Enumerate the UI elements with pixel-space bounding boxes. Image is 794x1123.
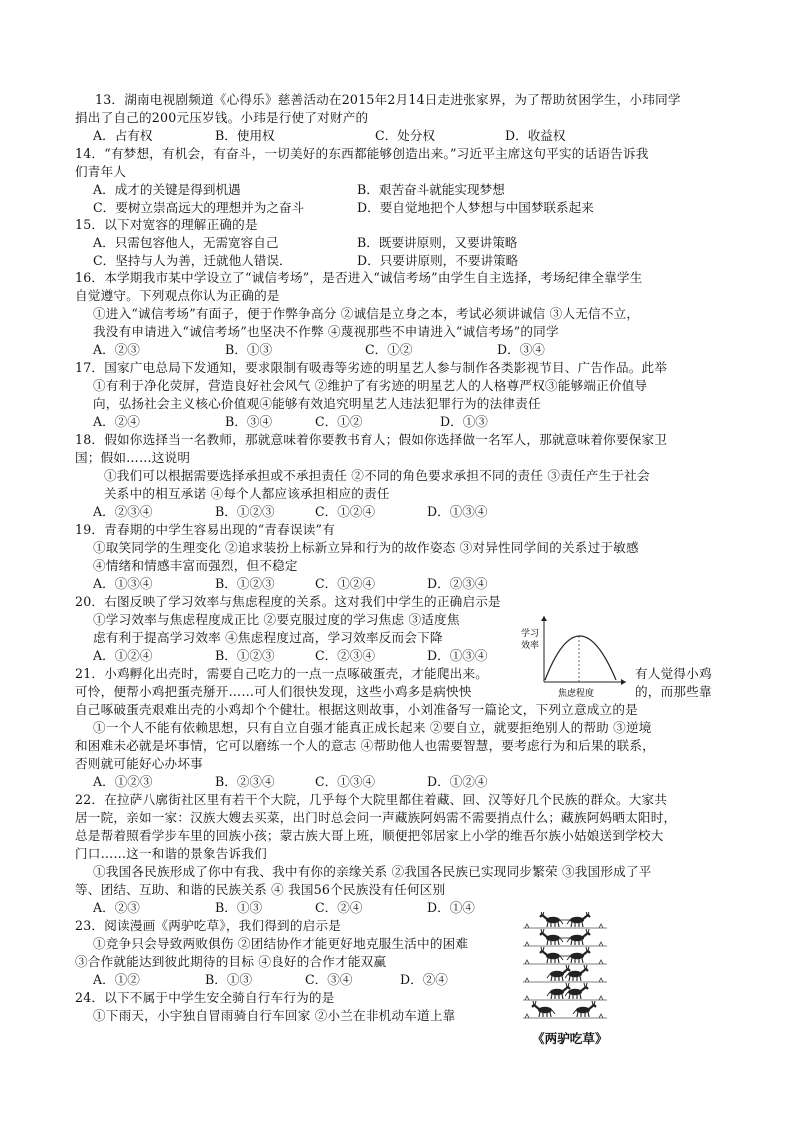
- donkey-head: [583, 915, 590, 919]
- text-line: 们青年人: [75, 164, 127, 179]
- text-line: 捐出了自己的200元压岁钱。小玮是行使了对财产的: [75, 110, 369, 125]
- grass-icon: [525, 1014, 603, 1018]
- text-line: 国；假如……这说明: [75, 450, 191, 465]
- answer-option: D．①③: [440, 414, 488, 429]
- answer-option: D．要自觉地把个人梦想与中国梦联系起来: [357, 200, 594, 215]
- comic-panel: [523, 912, 607, 928]
- text-line: 的，而那些靠: [635, 684, 712, 699]
- comic-panel: [523, 929, 607, 946]
- answer-option: A．①②: [93, 972, 140, 987]
- donkey-tail: [565, 974, 568, 978]
- answer-option: B．艰苦奋斗就能实现梦想: [357, 182, 505, 197]
- text-line: 门口……这一和谐的景象告诉我们: [75, 846, 267, 861]
- text-line: ①我们可以根据需要选择承担或不承担责任 ②不同的角色要求承担不同的责任 ③责任产生于社会: [104, 468, 650, 483]
- answer-option: C．①②: [365, 342, 413, 357]
- comic-caption: 《两驴吃草》: [532, 1031, 608, 1046]
- answer-option: C．②④: [315, 900, 363, 915]
- text-line: 13．湖南电视剧频道《心得乐》慈善活动在2015年2月14日走进张家界，为了帮助贫困学生，小玮同学: [95, 92, 681, 107]
- text-line: ①取笑同学的生理变化 ②追求装扮上标新立异和行为的故作姿态 ③对异性同学间的关系过于敏感: [93, 540, 639, 555]
- answer-option: D．②③④: [427, 576, 488, 591]
- donkey-head: [540, 951, 547, 955]
- text-line: 我没有申请进入“诚信考场”也坚决不作弊 ④蔑视那些不申请进入“诚信考场”的同学: [93, 324, 559, 339]
- text-line: 15．以下对宽容的理解正确的是: [75, 217, 258, 232]
- answer-option: C．①②④: [315, 504, 376, 519]
- answer-option: B．①③: [215, 900, 263, 915]
- answer-option: D．收益权: [505, 128, 566, 143]
- donkey-tail: [547, 992, 550, 996]
- answer-option: C．③④: [305, 972, 353, 987]
- text-line: 14．“有梦想，有机会，有奋斗，一切美好的东西都能够创造出来。”习近平主席这句平实的话语告诉我: [75, 146, 649, 161]
- donkey-head: [583, 933, 590, 937]
- answer-option: B．①②③: [215, 648, 275, 663]
- x-axis-label: 焦虑程度: [558, 689, 595, 699]
- efficiency-anxiety-figure: [518, 612, 630, 700]
- grass-icon: [525, 942, 603, 946]
- donkey-head: [581, 969, 588, 973]
- comic-panel: [523, 983, 607, 1000]
- efficiency-curve: [545, 636, 616, 680]
- text-line: 居一院，亲如一家：汉族大嫂去买菜，出门时总会问一声藏族阿妈需不需要捎点什么；藏族阿妈晒太阳时，: [75, 810, 677, 825]
- comic-panel: [523, 965, 607, 982]
- text-line: 可怜，便帮小鸡把蛋壳掰开……可人们很快发现，这些小鸡多是病怏怏: [75, 684, 472, 699]
- answer-option: C．①②: [315, 414, 363, 429]
- answer-option: B．①③: [225, 342, 273, 357]
- comic-panel: [523, 947, 607, 964]
- answer-option: B．②③④: [215, 774, 275, 789]
- text-line: ①竞争只会导致两败俱伤 ②团结协作才能更好地克服生活中的困难: [93, 936, 469, 951]
- text-line: 23．阅读漫画《两驴吃草》，我们得到的启示是: [75, 918, 341, 933]
- grass-icon: [525, 978, 603, 982]
- text-line: 21．小鸡孵化出壳时，需要自己吃力的一点一点啄破蛋壳，才能爬出来。: [75, 666, 489, 681]
- answer-option: A．占有权: [93, 128, 153, 143]
- answer-option: D．①③④: [427, 504, 488, 519]
- donkey-tail: [560, 938, 563, 942]
- answer-option: B．使用权: [215, 128, 275, 143]
- text-line: 19．青春期的中学生容易出现的“青春误读”有: [75, 522, 335, 537]
- comic-panel: [523, 1001, 607, 1018]
- answer-option: D．③④: [497, 342, 545, 357]
- text-line: ①有利于净化荧屏，营造良好社会风气 ②维护了有劣迹的明星艺人的人格尊严权③能够端正价值导: [93, 378, 648, 393]
- answer-option: A．②③④: [93, 504, 153, 519]
- answer-option: C．处分权: [375, 128, 436, 143]
- efficiency-anxiety-chart: [518, 612, 630, 700]
- donkey-tail: [560, 956, 563, 960]
- donkey-tail: [565, 992, 568, 996]
- text-line: ①进入“诚信考场”有面子，便于作弊争高分 ②诚信是立身之本，考试必须讲诚信 ③人无信不立，: [93, 306, 640, 321]
- two-donkeys-comic: [519, 912, 611, 1020]
- text-line: 自觉遵守。下列观点你认为正确的是: [75, 288, 280, 303]
- y-axis-arrow: [541, 616, 547, 621]
- answer-option: A．②④: [93, 414, 140, 429]
- y-axis-label-2: 效率: [521, 641, 540, 651]
- y-axis-label-1: 学习: [521, 629, 540, 639]
- answer-option: A．只需包容他人，无需宽容自己: [93, 235, 279, 250]
- answer-option: A．②③: [93, 900, 140, 915]
- answer-option: D．只要讲原则，不要讲策略: [357, 253, 519, 268]
- grass-icon: [525, 996, 603, 1000]
- text-line: 自己啄破蛋壳艰难出壳的小鸡却个个健壮。根据这则故事，小刘准备写一篇论文，下列立意成立的是: [75, 702, 638, 717]
- answer-option: C．①②④: [315, 576, 376, 591]
- answer-option: A．①②④: [93, 648, 153, 663]
- donkey-tail: [567, 956, 570, 960]
- text-line: 和困难未必就是坏事情，它可以磨练一个人的意志 ④帮助他人也需要智慧，要考虑行为和后果的联系，: [75, 738, 655, 753]
- answer-option: B．①②③: [215, 576, 275, 591]
- donkey-tail: [567, 920, 570, 924]
- text-line: 20．右图反映了学习效率与焦虑程度的关系。这对我们中学生的正确启示是: [75, 594, 501, 609]
- text-line: 虑有利于提高学习效率 ④焦虑程度过高，学习效率反而会下降: [93, 630, 443, 645]
- donkey-head: [540, 915, 547, 919]
- x-axis-arrow: [621, 679, 626, 685]
- answer-option: C．坚持与人为善，迁就他人错误．: [93, 253, 292, 268]
- text-line: 总是帮着照看学步车里的回族小孩；蒙古族大哥上班，顺便把邻居家上小学的维吾尔族小姑娘送到学校大: [75, 828, 664, 843]
- donkey-head: [532, 1005, 539, 1009]
- answer-option: D．①③④: [427, 648, 488, 663]
- text-line: ①我国各民族形成了你中有我、我中有你的亲缘关系 ②我国各民族已实现同步繁荣 ③我国形成了平: [93, 864, 652, 879]
- donkey-head: [540, 933, 547, 937]
- answer-option: A．成才的关键是得到机遇: [93, 182, 241, 197]
- text-line: 关系中的相互承诺 ④每个人都应该承担相应的责任: [104, 486, 390, 501]
- answer-option: B．③④: [225, 414, 273, 429]
- text-line: 18．假如你选择当一名教师，那就意味着你要教书育人；假如你选择做一名军人，那就意味着你要保家卫: [75, 432, 668, 447]
- grass-icon: [525, 960, 603, 964]
- donkey-tail: [552, 1010, 555, 1014]
- text-line: 有人觉得小鸡: [635, 666, 712, 681]
- answer-option: C．②③④: [315, 648, 376, 663]
- answer-option: A．②③: [93, 342, 140, 357]
- donkey-head: [583, 951, 590, 955]
- answer-option: A．①②③: [93, 774, 153, 789]
- text-line: ③合作就能达到彼此期待的目标 ④良好的合作才能双赢: [75, 954, 387, 969]
- donkey-tail: [560, 920, 563, 924]
- answer-option: C．要树立崇高远大的理想并为之奋斗: [93, 200, 305, 215]
- donkey-head: [589, 1005, 596, 1009]
- answer-option: B．①③: [205, 972, 253, 987]
- text-line: 22．在拉萨八廓街社区里有若干个大院，几乎每个大院里都住着藏、回、汉等好几个民族的群众。大家共: [75, 792, 668, 807]
- answer-option: B．①②③: [215, 504, 275, 519]
- donkey-tail: [547, 974, 550, 978]
- donkey-tail: [567, 938, 570, 942]
- donkey-tail: [573, 1010, 576, 1014]
- answer-option: A．①③④: [93, 576, 153, 591]
- answer-option: D．①②④: [427, 774, 488, 789]
- answer-option: D．①④: [427, 900, 475, 915]
- answer-option: C．①③④: [315, 774, 376, 789]
- text-line: ④情绪和情感丰富而强烈，但不稳定: [93, 558, 298, 573]
- text-line: 17．国家广电总局下发通知，要求限制有吸毒等劣迹的明星艺人参与制作各类影视节目、广告作品。此举: [75, 360, 668, 375]
- answer-option: B．既要讲原则，又要讲策略: [357, 235, 518, 250]
- donkey-head: [581, 987, 588, 991]
- text-line: 等、团结、互助、和谐的民族关系 ④ 我国56个民族没有任何区别: [75, 882, 446, 897]
- text-line: 24．以下不属于中学生安全骑自行车行为的是: [75, 990, 335, 1005]
- text-line: 16．本学期我市某中学设立了“诚信考场”，是否进入“诚信考场”由学生自主选择，考场纪律全靠学生: [75, 270, 643, 285]
- text-line: 否则就可能好心办坏事: [75, 756, 203, 771]
- text-line: ①下雨天，小宇独自冒雨骑自行车回家 ②小兰在非机动车道上靠: [93, 1008, 456, 1023]
- text-line: 向，弘扬社会主义核心价值观④能够有效追究明星艺人违法犯罪行为的法律责任: [93, 396, 541, 411]
- answer-option: D．②④: [400, 972, 448, 987]
- grass-icon: [525, 924, 603, 928]
- text-line: ①一个人不能有依赖思想，只有自立自强才能真正成长起来 ②要自立，就要拒绝别人的帮助 ③逆境: [93, 720, 652, 735]
- text-line: ①学习效率与焦虑程度成正比 ②要克服过度的学习焦虑 ③适度焦: [93, 612, 460, 627]
